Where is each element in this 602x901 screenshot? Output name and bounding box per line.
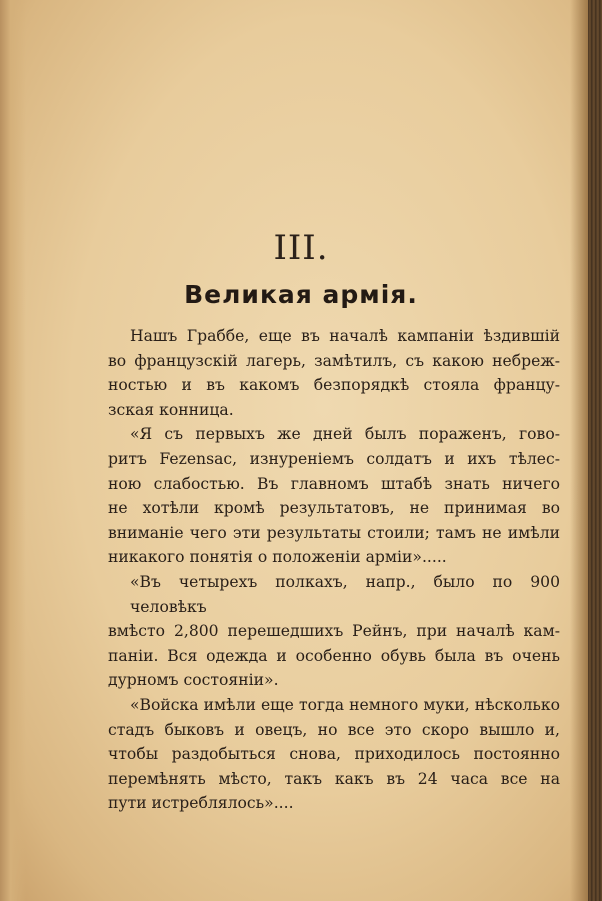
text-line: чтобы раздобыться снова, приходилось постоянно (108, 745, 560, 764)
text-line: перемѣнять мѣсто, такъ какъ въ 24 часа все на (108, 769, 560, 788)
text-line: дурномъ состояніи». (108, 671, 279, 690)
paragraph (108, 324, 560, 422)
text-line: не хотѣли кромѣ результатовъ, не принимая во (108, 499, 560, 518)
text-line: стадъ быковъ и овецъ, но все это скоро вышло и, (108, 720, 560, 739)
text-line: вмѣсто 2,800 перешедшихъ Рейнъ, при началѣ кам- (108, 622, 560, 641)
page-fore-edge (588, 0, 602, 901)
text-line: вниманіе чего эти результаты стоили; тамъ не имѣли (108, 523, 560, 542)
chapter-title: Великая армія. (184, 280, 418, 309)
text-line: ною слабостью. Въ главномъ штабѣ знать ничего (108, 474, 560, 493)
text-line: ритъ Fezensac, изнуреніемъ солдатъ и ихъ тѣлес- (108, 449, 560, 468)
text-line: Нашъ Граббе, еще въ началѣ кампаніи ѣздившій (130, 327, 560, 345)
text-line: во французскій лагерь, замѣтилъ, съ какою небреж- (108, 351, 560, 370)
paragraph (108, 422, 560, 570)
text-line: «Я съ первыхъ же дней былъ пораженъ, гово- (130, 425, 560, 444)
text-line: никакого понятія о положеніи арміи»..... (108, 548, 447, 567)
text-line: зская конница. (108, 400, 234, 419)
body-text (108, 324, 560, 816)
chapter-number: III. (273, 228, 329, 268)
paragraph (108, 693, 560, 816)
text-line: «Въ четырехъ полкахъ, напр., было по 900 человѣкъ (130, 572, 560, 616)
text-line: паніи. Вся одежда и особенно обувь была въ очень (108, 646, 560, 665)
text-line: ностью и въ какомъ безпорядкѣ стояла францу- (108, 376, 560, 395)
text-line: пути истреблялось».... (108, 794, 294, 813)
text-line: «Войска имѣли еще тогда немного муки, нѣсколько (130, 695, 560, 714)
paragraph (108, 570, 560, 693)
